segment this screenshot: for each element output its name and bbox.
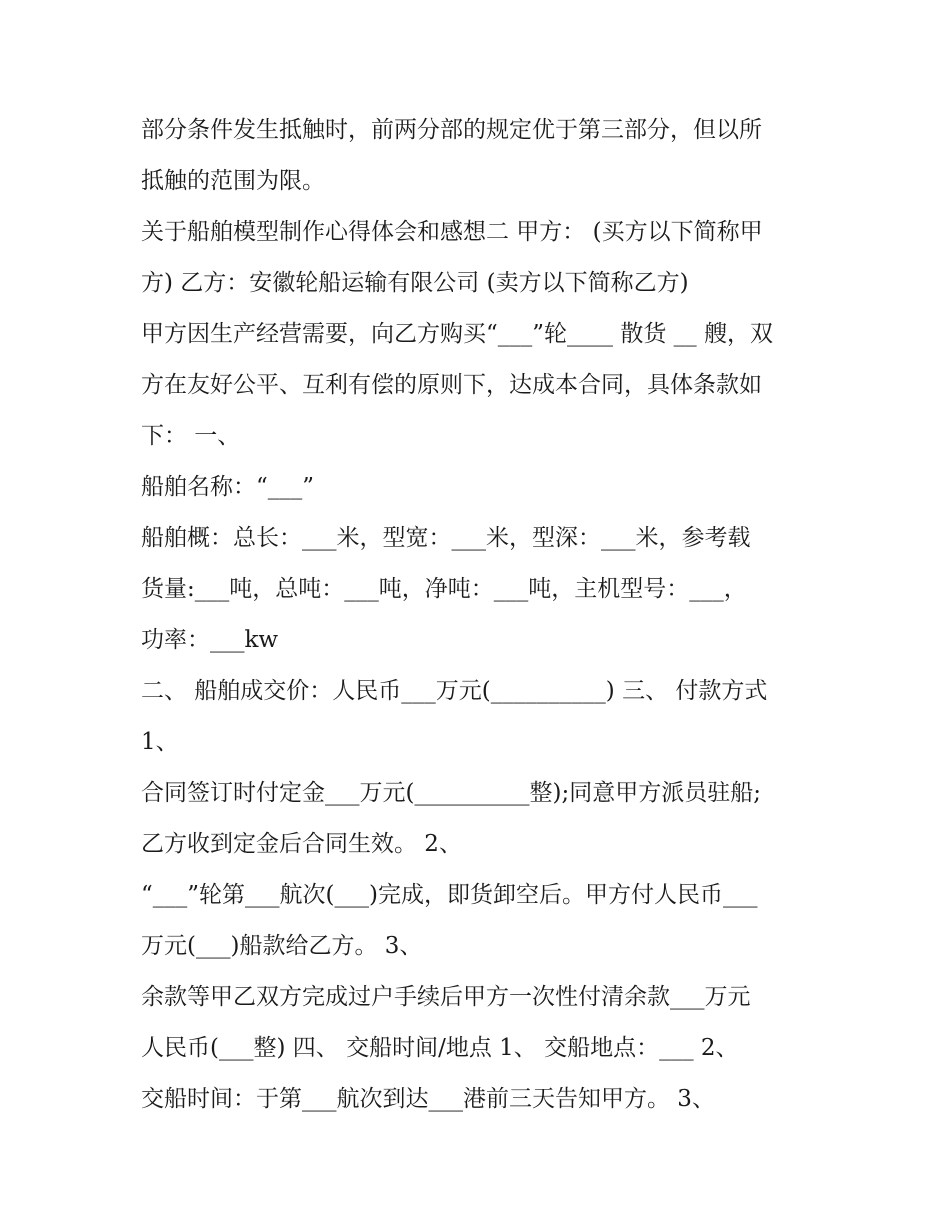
text-line: 甲方因生产经营需要，向乙方购买“___”轮____ 散货 __ 艘，双 xyxy=(141,321,773,347)
document-body xyxy=(141,105,821,1125)
text-line: 方在友好公平、互利有偿的原则下，达成本合同，具体条款如 xyxy=(141,372,762,398)
text-line: 方) 乙方：安徽轮船运输有限公司 (卖方以下简称乙方) xyxy=(141,270,689,296)
text-line: 下： 一、 xyxy=(141,423,241,449)
text-line: 1、 xyxy=(141,729,179,755)
text-line: 货量:___吨，总吨：___吨，净吨：___吨，主机型号：___， xyxy=(141,576,747,602)
text-line: “___”轮第___航次(___)完成，即货卸空后。甲方付人民币___ xyxy=(141,882,758,908)
text-line: 抵触的范围为限。 xyxy=(141,168,325,194)
text-line: 船舶概：总长：___米，型宽：___米，型深：___米，参考载 xyxy=(141,525,751,551)
text-line: 余款等甲乙双方完成过户手续后甲方一次性付清余款___万元 xyxy=(141,984,751,1010)
text-line: 人民币(___整) 四、 交船时间/地点 1、 交船地点：___ 2、 xyxy=(141,1035,739,1061)
text-line: 二、 船舶成交价：人民币___万元(__________) 三、 付款方式 xyxy=(141,678,768,704)
text-line: 交船时间：于第___航次到达___港前三天告知甲方。 3、 xyxy=(141,1086,715,1112)
text-line: 关于船舶模型制作心得体会和感想二 甲方： (买方以下简称甲 xyxy=(141,219,763,245)
text-line: 船舶名称：“___” xyxy=(141,474,315,500)
text-line: 万元(___)船款给乙方。 3、 xyxy=(141,933,423,959)
text-line: 乙方收到定金后合同生效。 2、 xyxy=(141,831,462,857)
text-line: 合同签订时付定金___万元(__________整);同意甲方派员驻船; xyxy=(141,780,761,806)
text-line: 功率：___kw xyxy=(141,627,279,653)
text-line: 部分条件发生抵触时，前两分部的规定优于第三部分，但以所 xyxy=(141,117,762,143)
